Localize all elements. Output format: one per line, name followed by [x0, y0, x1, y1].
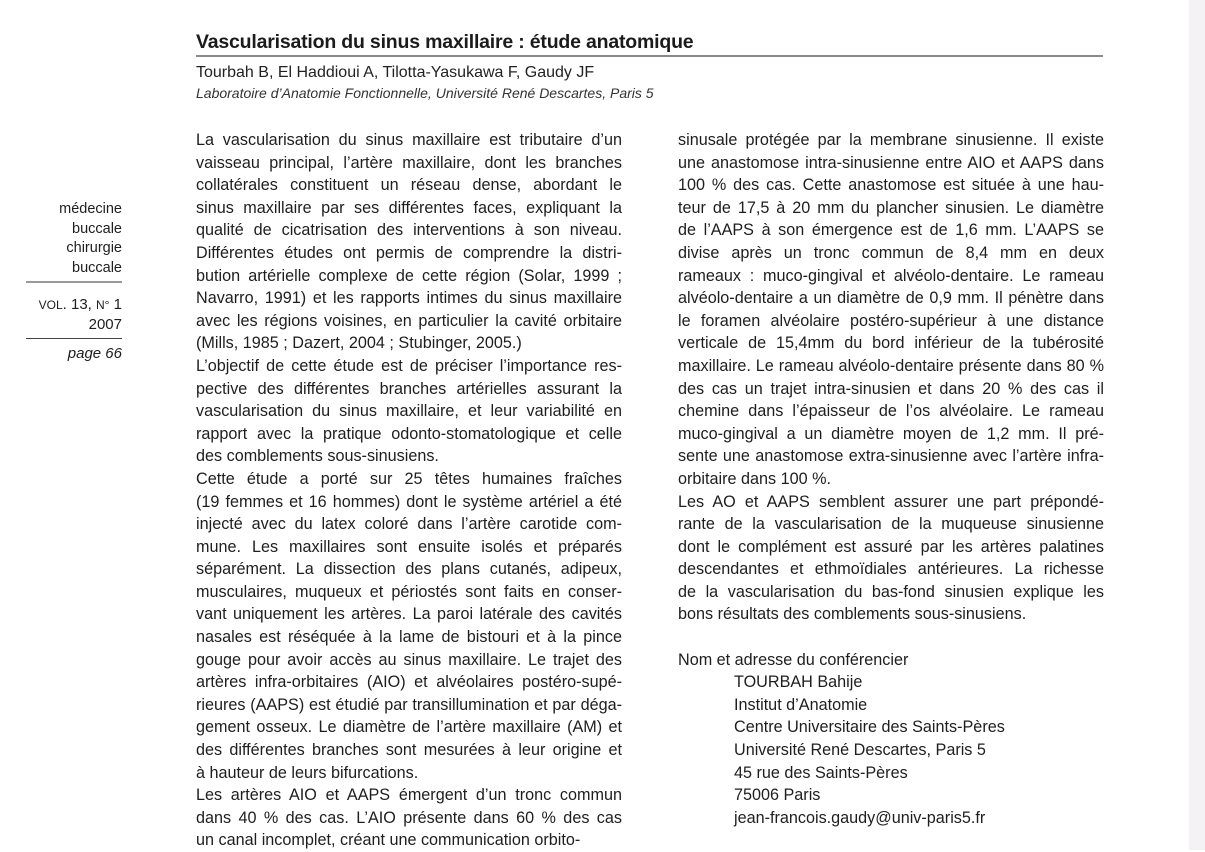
- paragraph: [196, 468, 622, 784]
- text-line: gement osseux. Le diamètre de l’artère maxillaire (AM) et: [196, 718, 622, 737]
- contact-address-line: 45 rue des Saints-Pères: [734, 763, 908, 782]
- text-line: Différentes études ont permis de comprendre la distri-: [196, 243, 622, 262]
- text-line: dans 40 % des cas. L’AIO présente dans 60 % des cas: [196, 808, 622, 827]
- sidebar-divider: [26, 281, 122, 283]
- text-line: des comblements sous-sinusiens.: [196, 447, 439, 466]
- paragraph: [196, 129, 622, 355]
- issue-label: N°: [96, 298, 110, 312]
- text-line: Les artères AIO et AAPS émergent d’un tronc commun: [196, 786, 622, 805]
- text-line: sinusale protégée par la membrane sinusienne. Il existe: [678, 131, 1104, 149]
- text-line: des cas un trajet intra-sinusien et dans 20 % des cas il: [678, 379, 1104, 398]
- paragraph: [678, 491, 1104, 627]
- paragraph: [196, 355, 622, 468]
- text-line: L’objectif de cette étude est de préciser l’importance res-: [196, 356, 622, 375]
- volume-number: . 13,: [62, 296, 97, 313]
- journal-name-line: médecine: [59, 201, 122, 217]
- text-line: maxillaire. Le rameau alvéolo-dentaire présente dans 80 %: [678, 356, 1104, 375]
- contact-address-line: Centre Universitaire des Saints-Pères: [734, 718, 1005, 737]
- text-line: à hauteur de leurs bifurcations.: [196, 763, 419, 782]
- text-line: des différentes branches sont mesurées à leur origine et: [196, 741, 622, 760]
- text-line: de l’AAPS à son émergence est de 1,6 mm. L’AAPS se: [678, 221, 1104, 240]
- journal-sidebar: [26, 200, 122, 363]
- text-line: bution artérielle complexe de cette région (Solar, 1999 ;: [196, 266, 622, 285]
- sidebar-divider: [26, 338, 122, 339]
- contact-heading: Nom et adresse du conférencier: [678, 650, 909, 669]
- journal-name-line: chirurgie: [66, 240, 122, 256]
- text-line: divise après un tronc commun de 8,4 mm en deux: [678, 243, 1104, 262]
- page-edge-strip: [1189, 0, 1205, 850]
- text-line: artères infra-orbitaires (AIO) et alvéolaires postéro-supé-: [196, 673, 622, 692]
- text-line: un canal incomplet, créant une communication orbito-: [196, 831, 581, 850]
- text-line: Cette étude a porté sur 25 têtes humaines fraîches: [196, 469, 622, 488]
- text-line: séparément. La dissection des plans cutanés, adipeux,: [196, 560, 622, 579]
- text-line: orbitaire dans 100 %.: [678, 469, 831, 488]
- article-authors: Tourbah B, El Haddioui A, Tilotta-Yasukawa F, Gaudy JF: [196, 64, 595, 81]
- article-header: [196, 30, 1103, 102]
- text-line: de la vascularisation du bas-fond sinusien explique les: [678, 582, 1104, 601]
- text-line: (19 femmes et 16 hommes) dont le système artériel a été: [196, 492, 622, 511]
- text-line: collatérales constituent un réseau dense, abordant le: [196, 176, 622, 195]
- text-line: 100 % des cas. Cette anastomose est située à une hau-: [678, 176, 1104, 195]
- text-line: teur de 17,5 à 20 mm du plancher sinusien. Le diamètre: [678, 198, 1104, 217]
- text-line: qualité de cicatrisation des interventions à son niveau.: [196, 221, 622, 240]
- volume-issue: [26, 295, 122, 315]
- text-line: muco-gingival a un diamètre moyen de 1,2 mm. Il pré-: [678, 424, 1104, 443]
- paragraph: [678, 129, 1104, 491]
- text-line: une anastomose intra-sinusienne entre AIO et AAPS dans: [678, 153, 1104, 172]
- text-line: pective des différentes branches artérielles assurant la: [196, 379, 622, 398]
- text-line: injecté avec du latex coloré dans l’artère carotide com-: [196, 515, 622, 534]
- text-line: vaisseau principal, l’artère maxillaire, dont les branches: [196, 153, 622, 172]
- text-line: le foramen alvéolaire postéro-supérieur à une distance: [678, 311, 1104, 330]
- text-line: nasales est réséquée à la lame de bistouri et à la pince: [196, 628, 622, 647]
- article-affiliation: Laboratoire d’Anatomie Fonctionnelle, Université René Descartes, Paris 5: [196, 85, 654, 101]
- text-line: rieures (AAPS) est étudié par transillumination et par déga-: [196, 695, 622, 714]
- text-line: chemine dans l’épaisseur de l’os alvéolaire. Le rameau: [678, 402, 1104, 421]
- contact-address-line: TOURBAH Bahije: [734, 673, 863, 692]
- text-line: rapport avec la pratique odonto-stomatologique et celle: [196, 424, 622, 443]
- spacer: [678, 626, 1104, 649]
- text-line: alvéolo-dentaire a un diamètre de 0,9 mm. Il pénètre dans: [678, 289, 1104, 308]
- issue-number: 1: [109, 296, 122, 313]
- body-column-right: [678, 129, 1104, 829]
- text-line: La vascularisation du sinus maxillaire est tributaire d’un: [196, 131, 622, 149]
- contact-address-line: 75006 Paris: [734, 786, 821, 805]
- text-line: vant uniquement les artères. La paroi latérale des cavités: [196, 605, 622, 624]
- text-line: sente une anastomose extra-sinusienne avec l’artère infra-: [678, 447, 1104, 466]
- text-line: rameaux : muco-gingival et alvéolo-dentaire. Le rameau: [678, 266, 1104, 285]
- text-line: rante de la vascularisation de la muqueuse sinusienne: [678, 515, 1104, 534]
- text-line: avec les régions voisines, en particulier la cavité orbitaire: [196, 311, 622, 330]
- volume-label: VOL: [38, 298, 63, 312]
- text-line: (Mills, 1985 ; Dazert, 2004 ; Stubinger, 2005.): [196, 334, 522, 353]
- text-line: vascularisation du sinus maxillaire, et leur variabilité en: [196, 402, 622, 421]
- text-line: dont le complément est assuré par les artères palatines: [678, 537, 1104, 556]
- contact-address-line: Institut d’Anatomie: [734, 695, 868, 714]
- text-line: mune. Les maxillaires sont ensuite isolés et préparés: [196, 537, 622, 556]
- contact-email-link[interactable]: jean-francois.gaudy@univ-paris5.fr: [734, 808, 986, 827]
- paragraph: [196, 784, 622, 852]
- text-line: verticale de 15,4mm du bord inférieur de la tubérosité: [678, 334, 1104, 353]
- body-column-left: [196, 129, 622, 852]
- journal-name-line: buccale: [72, 220, 122, 237]
- article-title: Vascularisation du sinus maxillaire : étude anatomique: [196, 30, 1103, 57]
- text-line: bons résultats des comblements sous-sinusiens.: [678, 605, 1027, 624]
- journal-name-line: buccale: [72, 259, 122, 276]
- text-line: musculaires, muqueux et périostés sont faits en conser-: [196, 582, 622, 601]
- text-line: Navarro, 1991) et les rapports intimes du sinus maxillaire: [196, 289, 622, 308]
- contact-address-line: Université René Descartes, Paris 5: [734, 741, 986, 760]
- publication-year: 2007: [88, 316, 122, 333]
- text-line: descendantes et ethmoïdiales antérieures. La richesse: [678, 560, 1104, 579]
- page-number: page 66: [67, 345, 122, 362]
- text-line: sinus maxillaire par ses différentes faces, expliquant la: [196, 198, 622, 217]
- text-line: Les AO et AAPS semblent assurer une part prépondé-: [678, 492, 1104, 511]
- text-line: gouge pour avoir accès au sinus maxillaire. Le trajet des: [196, 650, 622, 669]
